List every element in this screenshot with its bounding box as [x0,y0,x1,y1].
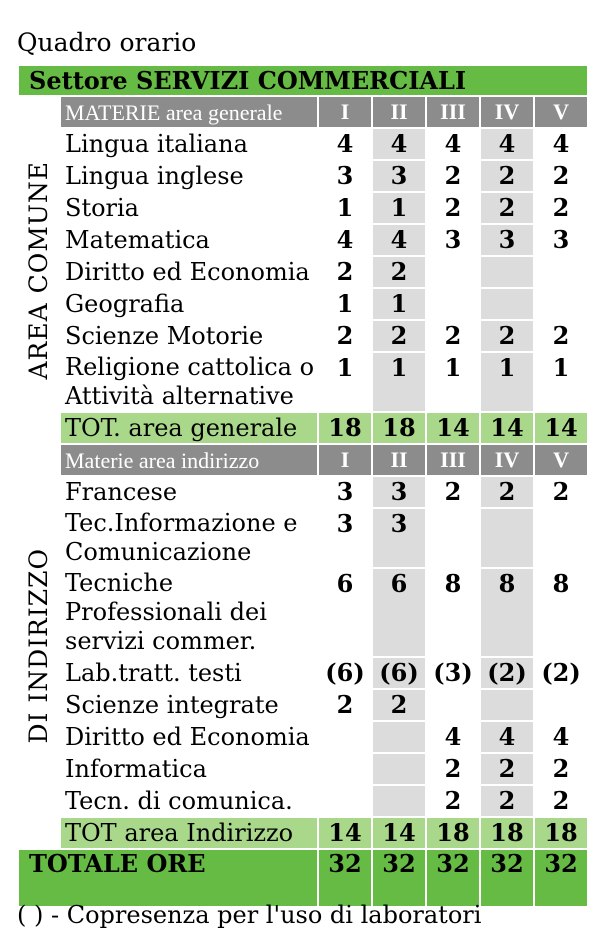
area-comune-header-title: MATERIE area generale [60,96,318,128]
hours-cell: 3 [372,476,426,508]
table-row [18,288,588,320]
subject-name: Informatica [60,753,318,785]
area-comune-header-row [18,96,588,128]
hours-cell: 8 [534,568,588,657]
hours-cell: 2 [426,160,480,192]
hours-cell [480,508,534,568]
indirizzo-header-title: Materie area indirizzo [60,444,318,476]
sector-banner: Settore SERVIZI COMMERCIALI [18,65,588,96]
hours-cell: 3 [372,508,426,568]
subject-name: Tecniche Professionali dei servizi commer. [60,568,318,657]
hours-cell: 2 [426,320,480,352]
year-header-3: III [426,96,480,128]
table-row [18,160,588,192]
area-comune-total-value: 14 [426,412,480,444]
hours-cell: 4 [372,224,426,256]
table-row [18,657,588,689]
year-header-4: IV [480,96,534,128]
hours-cell [372,753,426,785]
table-row [18,508,588,568]
area-comune-total-row [18,412,588,444]
subject-name: Lab.tratt. testi [60,657,318,689]
hours-cell: 2 [318,689,372,721]
hours-cell: (6) [372,657,426,689]
hours-cell: 2 [534,160,588,192]
indirizzo-total-value: 14 [372,817,426,849]
hours-cell [372,721,426,753]
area-comune-total-value: 14 [534,412,588,444]
hours-cell: 2 [372,256,426,288]
hours-cell: 3 [318,508,372,568]
grand-total-value: 32 [426,849,480,907]
hours-cell: 8 [480,568,534,657]
hours-cell [480,256,534,288]
subject-name: Matematica [60,224,318,256]
subject-name: Geografia [60,288,318,320]
page-title: Quadro orario [17,28,197,57]
hours-cell: 1 [534,352,588,412]
hours-cell: 3 [318,160,372,192]
hours-cell: 2 [480,476,534,508]
hours-cell: 2 [480,753,534,785]
table-row [18,256,588,288]
table-row [18,476,588,508]
area-comune-side-label-text: AREA COMUNE [24,161,53,380]
hours-cell: 1 [480,352,534,412]
hours-cell: 2 [372,689,426,721]
footnote: ( ) - Copresenza per l'uso di laboratori [17,901,482,929]
hours-cell: 3 [318,476,372,508]
indirizzo-side-label-text: DI INDIRIZZO [24,548,53,744]
table-row [18,689,588,721]
hours-cell [426,256,480,288]
indirizzo-total-value: 18 [480,817,534,849]
hours-cell: 2 [480,192,534,224]
subject-name: Tecn. di comunica. [60,785,318,817]
hours-cell: 2 [480,785,534,817]
hours-cell: 2 [534,192,588,224]
subject-name: Storia [60,192,318,224]
hours-cell: 2 [426,192,480,224]
hours-cell [426,508,480,568]
hours-cell: 1 [318,352,372,412]
hours-cell [534,508,588,568]
timetable [17,64,589,908]
area-comune-total-value: 14 [480,412,534,444]
subject-name: Scienze Motorie [60,320,318,352]
subject-name: Lingua italiana [60,128,318,160]
hours-cell: 1 [372,192,426,224]
grand-total-value: 32 [318,849,372,907]
indirizzo-total-row [18,817,588,849]
table-row [18,568,588,657]
subject-name: Francese [60,476,318,508]
hours-cell [372,785,426,817]
hours-cell: 2 [534,753,588,785]
hours-cell: 2 [426,753,480,785]
grand-total-label: TOTALE ORE [18,849,318,907]
hours-cell: 2 [534,476,588,508]
area-comune-total-value: 18 [318,412,372,444]
table-row [18,128,588,160]
subject-name: Diritto ed Economia [60,256,318,288]
year-header-5: V [534,444,588,476]
hours-cell: 8 [426,568,480,657]
hours-cell: 4 [480,721,534,753]
year-header-2: II [372,444,426,476]
hours-cell: 1 [372,288,426,320]
hours-cell: 2 [480,320,534,352]
area-comune-side-label [18,96,60,444]
hours-cell: 4 [426,128,480,160]
subject-name: Scienze integrate [60,689,318,721]
hours-cell: 2 [480,160,534,192]
hours-cell: 1 [372,352,426,412]
hours-cell: 6 [372,568,426,657]
hours-cell: (2) [534,657,588,689]
grand-total-value: 32 [534,849,588,907]
table-row [18,192,588,224]
table-row [18,224,588,256]
hours-cell [318,721,372,753]
hours-cell: 2 [318,320,372,352]
subject-name: Lingua inglese [60,160,318,192]
hours-cell [318,753,372,785]
grand-total-value: 32 [480,849,534,907]
area-comune-total-label: TOT. area generale [60,412,318,444]
hours-cell: 4 [318,224,372,256]
hours-cell: 3 [480,224,534,256]
indirizzo-side-label [18,444,60,849]
year-header-3: III [426,444,480,476]
hours-cell: 3 [534,224,588,256]
hours-cell: 3 [372,160,426,192]
hours-cell: 2 [534,320,588,352]
hours-cell: 1 [318,288,372,320]
hours-cell [534,288,588,320]
hours-cell: 6 [318,568,372,657]
indirizzo-total-label: TOT area Indirizzo [60,817,318,849]
hours-cell: 1 [318,192,372,224]
hours-cell [426,288,480,320]
hours-cell: 4 [318,128,372,160]
hours-cell: (3) [426,657,480,689]
subject-name: Tec.Informazione e Comunicazione [60,508,318,568]
hours-cell: 4 [372,128,426,160]
hours-cell: (6) [318,657,372,689]
grand-total-value: 32 [372,849,426,907]
indirizzo-total-value: 18 [426,817,480,849]
table-row [18,721,588,753]
hours-cell [534,256,588,288]
area-comune-total-value: 18 [372,412,426,444]
hours-cell: 2 [426,785,480,817]
table-row [18,785,588,817]
grand-total-row [18,849,588,907]
table-row [18,352,588,412]
year-header-2: II [372,96,426,128]
hours-cell: 1 [426,352,480,412]
hours-cell: 2 [534,785,588,817]
table-row [18,753,588,785]
hours-cell [480,689,534,721]
year-header-5: V [534,96,588,128]
hours-cell: 2 [426,476,480,508]
hours-cell: 4 [534,128,588,160]
table-row [18,320,588,352]
hours-cell: 2 [318,256,372,288]
indirizzo-total-value: 18 [534,817,588,849]
hours-cell: 4 [426,721,480,753]
hours-cell: 4 [534,721,588,753]
year-header-1: I [318,96,372,128]
hours-cell: 2 [372,320,426,352]
hours-cell [480,288,534,320]
indirizzo-total-value: 14 [318,817,372,849]
subject-name: Religione cattolica o Attività alternative [60,352,318,412]
year-header-4: IV [480,444,534,476]
indirizzo-header-row [18,444,588,476]
year-header-1: I [318,444,372,476]
hours-cell [426,689,480,721]
subject-name: Diritto ed Economia [60,721,318,753]
hours-cell [318,785,372,817]
hours-cell [534,689,588,721]
hours-cell: (2) [480,657,534,689]
hours-cell: 4 [480,128,534,160]
hours-cell: 3 [426,224,480,256]
